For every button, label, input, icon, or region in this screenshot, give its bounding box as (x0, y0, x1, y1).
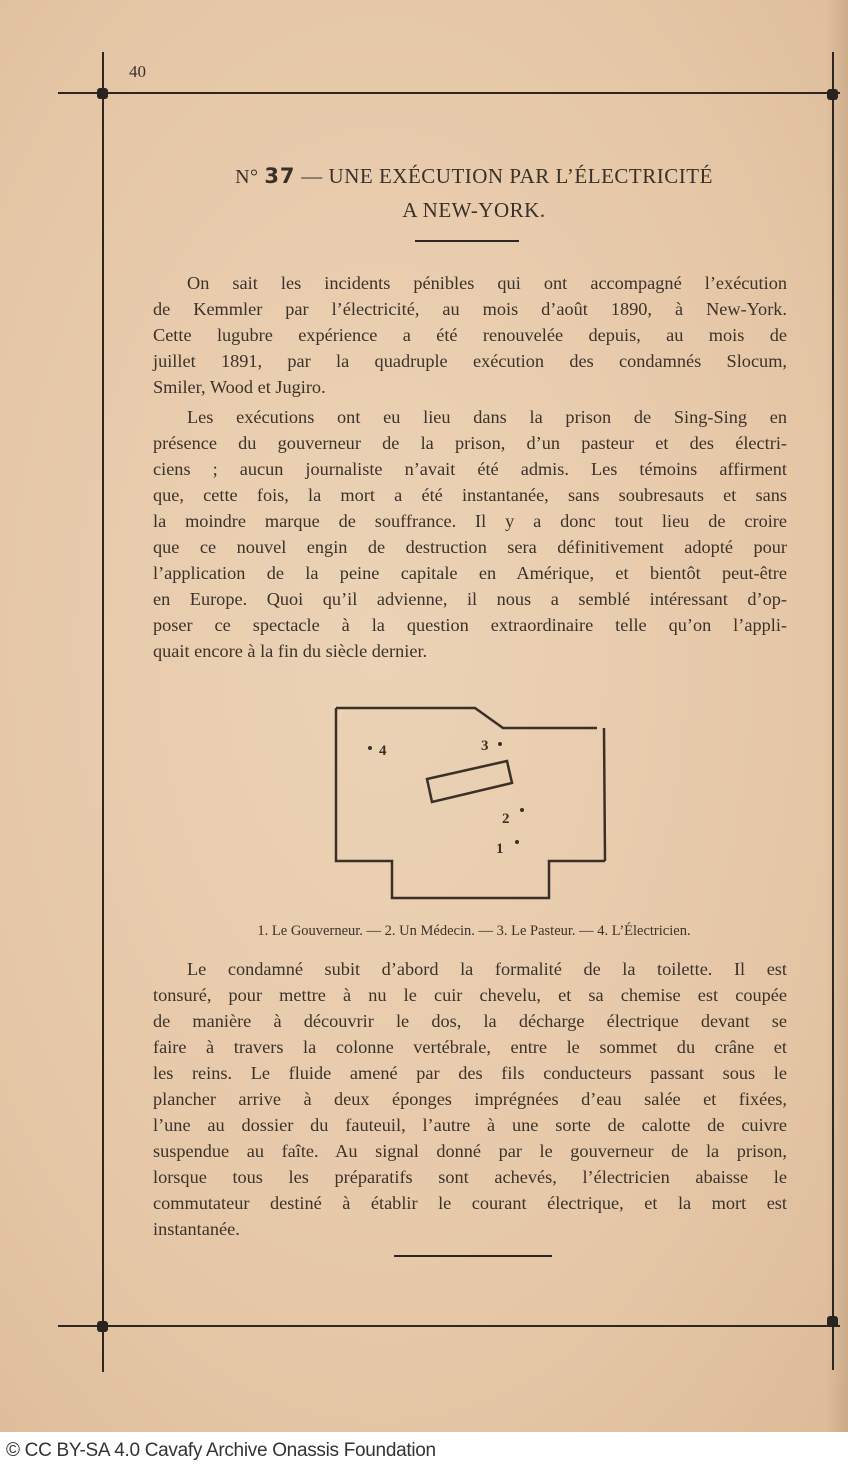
text-line: commutateur destiné à établir le courant électrique, et la mort est (153, 1193, 787, 1213)
text-line: On sait les incidents pénibles qui ont accompagné l’exécution (187, 273, 787, 293)
position-label-2: 2 (502, 811, 510, 827)
execution-room-diagram (320, 695, 620, 910)
article-title-line1 (150, 164, 798, 189)
text-line: tonsuré, pour mettre à nu le cuir chevelu, et sa chemise est coupée (153, 985, 787, 1005)
text-line: Cette lugubre expérience a été renouvelée depuis, au mois de (153, 325, 787, 345)
frame-corner-knot (827, 89, 838, 100)
text-line: Le condamné subit d’abord la formalité de la toilette. Il est (187, 959, 787, 979)
copyright-credit: © CC BY-SA 4.0 Cavafy Archive Onassis Foundation (6, 1440, 436, 1461)
text-line: en Europe. Quoi qu’il advienne, il nous a semblé intéressant d’op- (153, 589, 787, 609)
text-line: présence du gouverneur de la prison, d’un pasteur et des électri- (153, 433, 787, 453)
text-line: poser ce spectacle à la question extraordinaire telle qu’on l’appli- (153, 615, 787, 635)
text-line: quait encore à la fin du siècle dernier. (153, 641, 428, 661)
text-line: que, cette fois, la mort a été instantanée, sans soubresauts et sans (153, 485, 787, 505)
electric-chair (427, 761, 512, 802)
frame-left-line (102, 52, 104, 1372)
text-line: ciens ; aucun journaliste n’avait été admis. Les témoins affirment (153, 459, 787, 479)
room-lower-outline (336, 708, 605, 898)
text-line: suspendue au faîte. Au signal donné par le gouverneur de la prison, (153, 1141, 787, 1161)
text-line: Les exécutions ont eu lieu dans la prison de Sing-Sing en (187, 407, 787, 427)
position-dot-1 (515, 840, 519, 844)
title-text: — UNE EXÉCUTION PAR L’ÉLECTRICITÉ (301, 164, 713, 188)
text-line: de Kemmler par l’électricité, au mois d’août 1890, à New-York. (153, 299, 787, 319)
page-edge-shadow (826, 0, 848, 1432)
frame-corner-knot (827, 1316, 838, 1327)
frame-right-line (832, 52, 834, 1370)
end-rule (394, 1255, 552, 1257)
title-prefix: N° (235, 166, 259, 188)
position-dot-4 (368, 746, 372, 750)
text-line: plancher arrive à deux éponges imprégnées d’eau salée et fixées, (153, 1089, 787, 1109)
page-number: 40 (129, 62, 146, 81)
article-title-line2: A NEW-YORK. (402, 198, 546, 222)
position-dot-3 (498, 742, 502, 746)
title-rule (415, 240, 519, 242)
position-label-1: 1 (496, 841, 504, 857)
text-line: instantanée. (153, 1219, 240, 1239)
frame-bottom-line (58, 1325, 840, 1327)
text-line: l’une au dossier du fauteuil, l’autre à une sorte de calotte de cuivre (153, 1115, 787, 1135)
room-outline (336, 708, 597, 728)
text-line: de manière à découvrir le dos, la décharge électrique devant se (153, 1011, 787, 1031)
position-dot-2 (520, 808, 524, 812)
text-line: l’application de la peine capitale en Amérique, et bientôt peut-être (153, 563, 787, 583)
text-line: juillet 1891, par la quadruple exécution des condamnés Slocum, (153, 351, 787, 371)
frame-corner-knot (97, 1321, 108, 1332)
text-line: faire à travers la colonne vertébrale, entre le sommet du crâne et (153, 1037, 787, 1057)
frame-corner-knot (97, 88, 108, 99)
frame-top-line (58, 92, 840, 94)
text-line: Smiler, Wood et Jugiro. (153, 377, 326, 397)
position-label-4: 4 (379, 743, 387, 759)
position-label-3: 3 (481, 738, 489, 754)
text-line: les reins. Le fluide amené par des fils conducteurs passant sous le (153, 1063, 787, 1083)
text-line: que ce nouvel engin de destruction sera définitivement adopté pour (153, 537, 787, 557)
text-line: la moindre marque de souffrance. Il y a donc tout lieu de croire (153, 511, 787, 531)
text-line: lorsque tous les préparatifs sont achevés, l’électricien abaisse le (153, 1167, 787, 1187)
title-number: 37 (264, 164, 296, 188)
paragraph-3 (153, 956, 787, 1242)
paragraph-1 (153, 270, 787, 400)
diagram-caption: 1. Le Gouverneur. — 2. Un Médecin. — 3. Le Pasteur. — 4. L’Électricien. (257, 923, 691, 939)
room-right-wall (604, 728, 605, 861)
paragraph-2 (153, 404, 787, 664)
